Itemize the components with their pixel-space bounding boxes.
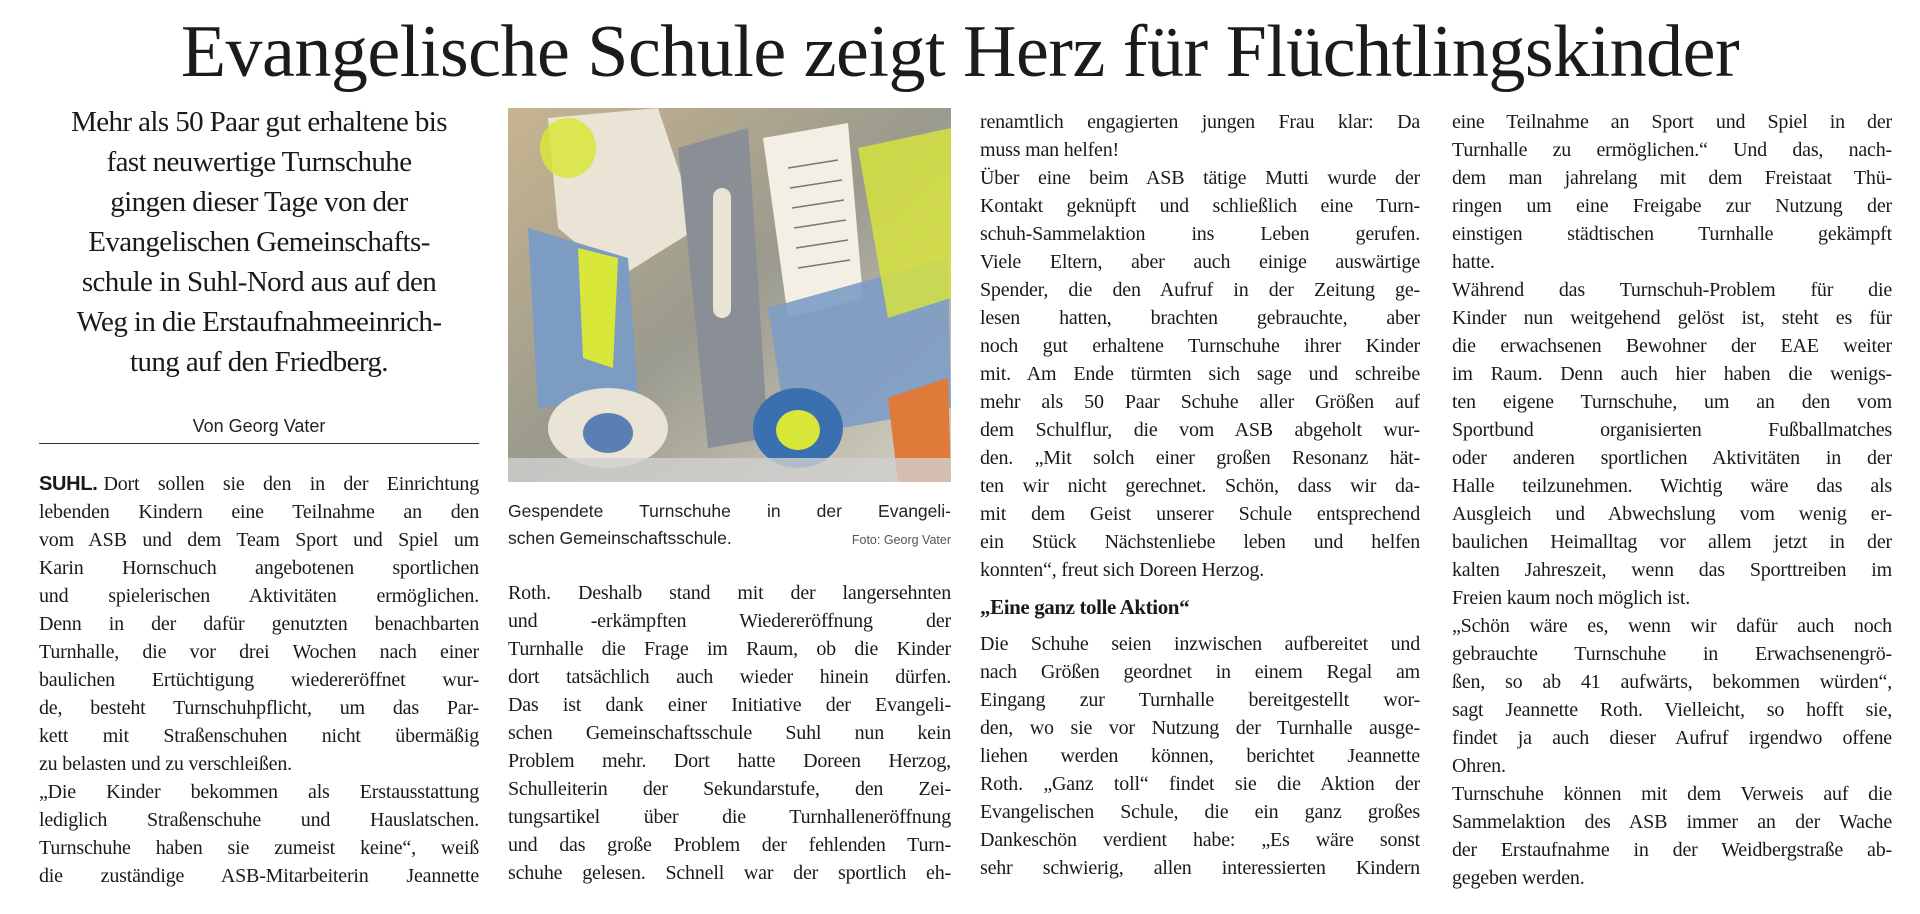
text-line [1452, 752, 1892, 780]
text-line [980, 192, 1420, 220]
text-line [39, 722, 479, 750]
text-line [1452, 332, 1892, 360]
line-text: lediglich Straßenschuhe und Hauslatschen. [39, 809, 479, 831]
text-line [980, 444, 1420, 472]
text-line [39, 610, 479, 638]
text-line [39, 470, 479, 498]
text-line [39, 778, 479, 806]
line-text: nach Größen geordnet in einem Regal am [980, 661, 1420, 683]
dateline: SUHL. [39, 473, 98, 495]
text-line [508, 747, 951, 775]
line-text: sehr schwierig, allen interessierten Kindern [980, 857, 1420, 879]
text-line [980, 854, 1420, 882]
line-text: lesen hatten, brachten gebrauchte, aber [980, 307, 1420, 329]
line-text: findet ja auch dieser Aufruf irgendwo offene [1452, 727, 1892, 749]
line-text: Karin Hornschuch angebotenen sportlichen [39, 557, 479, 579]
line-text: gegeben werden. [1452, 867, 1585, 889]
text-line [1452, 640, 1892, 668]
text-line [508, 635, 951, 663]
line-text: Schulleiterin der Sekundarstufe, den Zei- [508, 778, 951, 800]
text-line [980, 770, 1420, 798]
line-text: Evangelischen Schule, die ein ganz großes [980, 801, 1420, 823]
text-line [1452, 584, 1892, 612]
article-intro [39, 102, 479, 382]
line-text: noch gut erhaltene Turnschuhe ihrer Kinder [980, 335, 1420, 357]
line-text: den. „Mit solch einer großen Resonanz hät- [980, 447, 1420, 469]
intro-line: fast neuwertige Turnschuhe [106, 146, 412, 178]
line-text: lebenden Kindern eine Teilnahme an den [39, 501, 479, 523]
line-text: Kinder nun weitgehend gelöst ist, steht es für [1452, 307, 1892, 329]
line-text: Ohren. [1452, 755, 1506, 777]
byline-divider [39, 443, 479, 444]
text-line [1452, 528, 1892, 556]
byline: Von Georg Vater [192, 416, 326, 436]
line-text: Spender, die den Aufruf in der Zeitung ge- [980, 279, 1420, 301]
text-line [980, 276, 1420, 304]
text-line [1452, 388, 1892, 416]
line-text: Roth. „Ganz toll“ findet sie die Aktion der [980, 773, 1420, 795]
line-text: sagt Jeannette Roth. Vielleicht, so hofft sie, [1452, 699, 1892, 721]
text-line [1452, 444, 1892, 472]
text-line [39, 554, 479, 582]
line-text: „Die Kinder bekommen als Erstausstattung [39, 781, 479, 803]
line-text: Sammelaktion des ASB immer an der Wache [1452, 811, 1892, 833]
line-text: dem Schulflur, die vom ASB abgeholt wur- [980, 419, 1420, 441]
text-line [508, 663, 951, 691]
line-text: Eingang zur Turnhalle bereitgestellt wor- [980, 689, 1420, 711]
line-text: Viele Eltern, aber auch einige auswärtige [980, 251, 1420, 273]
line-text: Turnhalle die Frage im Raum, ob die Kinder [508, 638, 951, 660]
line-text: Dort sollen sie den in der Einrichtung [103, 473, 479, 495]
line-text: Ausgleich und Abwechslung vom wenig er- [1452, 503, 1892, 525]
line-text: ringen um eine Freigabe zur Nutzung der [1452, 195, 1892, 217]
paragraph [1452, 780, 1892, 892]
sneakers-photo-image [508, 108, 951, 482]
text-line [1452, 500, 1892, 528]
text-line [980, 556, 1420, 584]
paragraph [39, 778, 479, 890]
text-line [508, 579, 951, 607]
section-subheading: „Eine ganz tolle Aktion“ [980, 595, 1190, 619]
line-text: dort tatsächlich auch wieder hinein dürfen. [508, 666, 951, 688]
intro-line: schule in Suhl-Nord aus auf den [81, 266, 437, 298]
text-line [39, 750, 479, 778]
line-text: Kontakt geknüpft und schließlich eine Turn- [980, 195, 1420, 217]
paragraph [39, 470, 479, 778]
text-line [1452, 696, 1892, 724]
text-line [980, 658, 1420, 686]
line-text: ten eigene Turnschuhe, um an den vom [1452, 391, 1892, 413]
line-text: und spielerischen Aktivitäten ermöglichen. [39, 585, 479, 607]
text-line [1452, 808, 1892, 836]
line-text: baulichen Ertüchtigung wiedereröffnet wur- [39, 669, 479, 691]
line-text: renamtlich engagierten jungen Frau klar: Da [980, 111, 1420, 133]
article-column-4 [1452, 108, 1892, 892]
line-text: und das große Problem der fehlenden Turn- [508, 834, 951, 856]
paragraph [508, 579, 951, 887]
text-line [980, 416, 1420, 444]
text-line [508, 775, 951, 803]
line-text: Freien kaum noch möglich ist. [1452, 587, 1691, 609]
text-line [1452, 416, 1892, 444]
text-line [508, 831, 951, 859]
text-line [1452, 556, 1892, 584]
line-text: „Schön wäre es, wenn wir dafür auch noch [1452, 615, 1892, 637]
text-line [980, 686, 1420, 714]
line-text: Roth. Deshalb stand mit der langersehnten [508, 582, 951, 604]
line-text: zu belasten und zu verschleißen. [39, 753, 292, 775]
text-line [980, 388, 1420, 416]
text-line [1452, 360, 1892, 388]
text-line [980, 472, 1420, 500]
text-line [1452, 864, 1892, 892]
caption-text: Gespendete Turnschuhe in der Evangeli- [508, 501, 951, 521]
line-text: Sportbund organisierten Fußballmatches [1452, 419, 1892, 441]
text-line [508, 719, 951, 747]
line-text: oder anderen sportlichen Aktivitäten in der [1452, 447, 1892, 469]
text-line [980, 630, 1420, 658]
line-text: Das ist dank einer Initiative der Evangeli- [508, 694, 951, 716]
line-text: kett mit Straßenschuhen nicht übermäßig [39, 725, 479, 747]
text-line [39, 582, 479, 610]
intro-line: Evangelischen Gemeinschafts- [88, 226, 430, 258]
line-text: kalten Jahreszeit, wenn das Sporttreiben im [1452, 559, 1892, 581]
line-text: mehr als 50 Paar Schuhe aller Größen auf [980, 391, 1420, 413]
caption-line [508, 525, 951, 552]
line-text: Halle teilzunehmen. Wichtig wäre das als [1452, 475, 1892, 497]
article-headline: Evangelische Schule zeigt Herz für Flüchtlingskinder [180, 11, 1740, 93]
text-line [1452, 220, 1892, 248]
text-line [980, 500, 1420, 528]
line-text: im Raum. Denn auch hier haben die wenigs- [1452, 363, 1892, 385]
line-text: der Erstaufnahme in der Weidbergstraße ab- [1452, 839, 1892, 861]
text-line [980, 826, 1420, 854]
line-text: dem man jahrelang mit dem Freistaat Thü- [1452, 167, 1892, 189]
photo-donated-sneakers [508, 108, 951, 482]
line-text: Turnhalle zu ermöglichen.“ Und das, nach- [1452, 139, 1892, 161]
text-line [39, 834, 479, 862]
text-line [980, 528, 1420, 556]
line-text: ten wir nicht gerechnet. Schön, dass wir da- [980, 475, 1420, 497]
text-line [1452, 472, 1892, 500]
text-line [1452, 136, 1892, 164]
line-text: schuh-Sammelaktion ins Leben gerufen. [980, 223, 1420, 245]
line-text: die erwachsenen Bewohner der EAE weiter [1452, 335, 1892, 357]
text-line [980, 742, 1420, 770]
text-line [980, 248, 1420, 276]
text-line [980, 360, 1420, 388]
intro-line: Mehr als 50 Paar gut erhaltene bis [71, 106, 447, 138]
line-text: Turnschuhe können mit dem Verweis auf die [1452, 783, 1892, 805]
text-line [1452, 836, 1892, 864]
line-text: eine Teilnahme an Sport und Spiel in der [1452, 111, 1892, 133]
text-line [980, 220, 1420, 248]
text-line [980, 136, 1420, 164]
text-line [508, 691, 951, 719]
line-text: ein Stück Nächstenliebe leben und helfen [980, 531, 1420, 553]
line-text: schen Gemeinschaftsschule Suhl nun kein [508, 722, 951, 744]
text-line [1452, 192, 1892, 220]
intro-line: Weg in die Erstaufnahmeeinrich- [76, 306, 442, 338]
line-text: Während das Turnschuh-Problem für die [1452, 279, 1892, 301]
paragraph [980, 630, 1420, 882]
line-text: gebrauchte Turnschuhe in Erwachsenengrö- [1452, 643, 1892, 665]
line-text: Turnschuhe haben sie zumeist keine“, weiß [39, 837, 479, 859]
text-line [39, 694, 479, 722]
line-text: Denn in der dafür genutzten benachbarten [39, 613, 479, 635]
text-line [1452, 780, 1892, 808]
text-line [980, 164, 1420, 192]
line-text: tungsartikel über die Turnhalleneröffnung [508, 806, 951, 828]
text-line [508, 803, 951, 831]
text-line [508, 859, 951, 887]
caption-line [508, 498, 951, 525]
intro-line: tung auf den Friedberg. [130, 346, 388, 378]
article-column-1 [39, 470, 479, 890]
line-text: Turnhalle, die vor drei Wochen nach einer [39, 641, 479, 663]
line-text: die zuständige ASB-Mitarbeiterin Jeannette [39, 865, 479, 887]
text-line [508, 607, 951, 635]
line-text: baulichen Heimalltag vor allem jetzt in der [1452, 531, 1892, 553]
paragraph [1452, 108, 1892, 276]
line-text: schuhe gelesen. Schnell war der sportlich eh- [508, 862, 951, 884]
line-text: vom ASB und dem Team Sport und Spiel um [39, 529, 479, 551]
text-line [1452, 612, 1892, 640]
text-line [1452, 108, 1892, 136]
line-text: mit. Am Ende türmten sich sage und schreibe [980, 363, 1420, 385]
text-line [1452, 724, 1892, 752]
text-line [980, 304, 1420, 332]
line-text: muss man helfen! [980, 139, 1119, 161]
text-line [39, 638, 479, 666]
paragraph [1452, 276, 1892, 612]
line-text: den, wo sie vor Nutzung der Turnhalle ausge- [980, 717, 1420, 739]
text-line [1452, 304, 1892, 332]
text-line [980, 332, 1420, 360]
text-line [39, 806, 479, 834]
text-line [1452, 164, 1892, 192]
line-text: Die Schuhe seien inzwischen aufbereitet und [980, 633, 1420, 655]
intro-line: gingen dieser Tage von der [110, 186, 408, 218]
paragraph [980, 164, 1420, 584]
text-line [39, 498, 479, 526]
text-line [39, 862, 479, 890]
text-line [980, 108, 1420, 136]
text-line [39, 666, 479, 694]
photo-credit: Foto: Georg Vater [851, 533, 951, 547]
line-text: liehen werden können, berichtet Jeannette [980, 745, 1420, 767]
line-text: Problem mehr. Dort hatte Doreen Herzog, [508, 750, 951, 772]
text-line [980, 798, 1420, 826]
paragraph [1452, 612, 1892, 780]
caption-text: schen Gemeinschaftsschule. [508, 528, 732, 548]
line-text: und -erkämpften Wiedereröffnung der [508, 610, 951, 632]
line-text: Dankeschön verdient habe: „Es wäre sonst [980, 829, 1420, 851]
text-line [1452, 248, 1892, 276]
paragraph [980, 108, 1420, 164]
line-text: Über eine beim ASB tätige Mutti wurde der [980, 167, 1420, 189]
text-line [1452, 668, 1892, 696]
text-line [39, 526, 479, 554]
line-text: hatte. [1452, 251, 1495, 273]
article-column-2 [508, 579, 951, 887]
photo-caption [508, 498, 951, 552]
text-line [980, 714, 1420, 742]
line-text: de, besteht Turnschuhpflicht, um das Par- [39, 697, 479, 719]
line-text: mit dem Geist unserer Schule entsprechend [980, 503, 1420, 525]
line-text: einstigen städtischen Turnhalle gekämpft [1452, 223, 1892, 245]
line-text: ßen, so ab 41 aufwärts, bekommen würden“, [1452, 671, 1892, 693]
article-column-3 [980, 108, 1420, 882]
line-text: konnten“, freut sich Doreen Herzog. [980, 559, 1264, 581]
text-line [1452, 276, 1892, 304]
